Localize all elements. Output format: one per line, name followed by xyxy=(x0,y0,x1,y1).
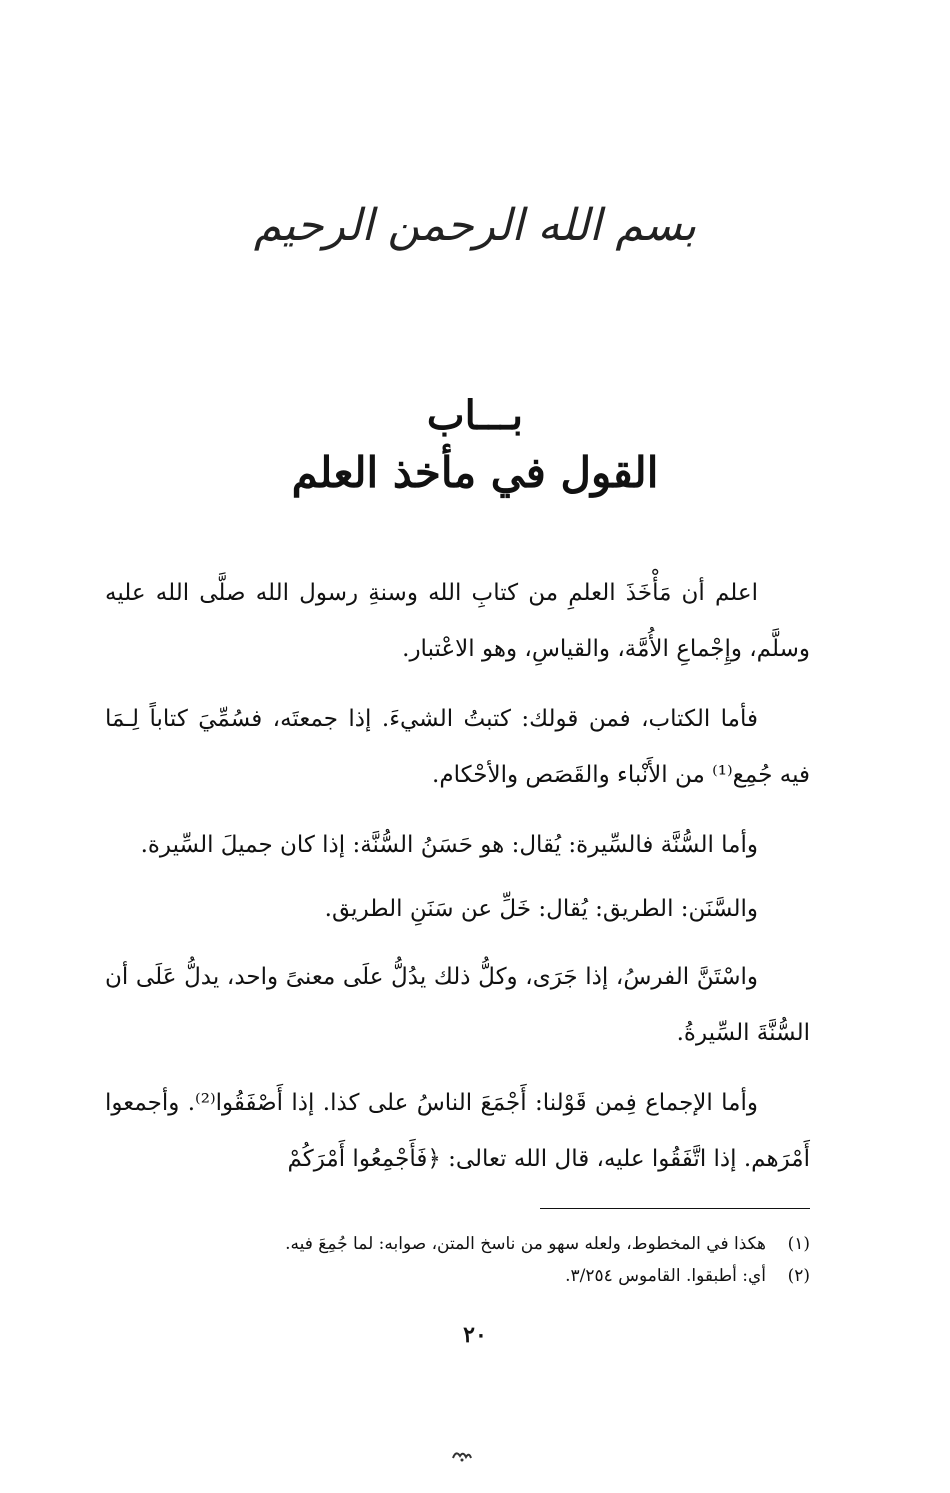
chapter-label: بـــاب xyxy=(426,392,524,439)
footnote xyxy=(105,1228,810,1260)
chapter-title: القول في مأخذ العلم xyxy=(291,448,659,497)
footnote-text: هكذا في المخطوط، ولعله سهو من ناسخ المتن، صوابه: لما جُمِعَ فيه. xyxy=(285,1234,766,1254)
paragraph: واسْتَنَّ الفرسُ، إذا جَرَى، وكلُّ ذلك يدُلُّ علَى معنىً واحد، يدلُّ عَلَى أن السُّنَّةَ السِّيرةُ. xyxy=(105,964,810,1046)
footnotes xyxy=(105,1228,810,1292)
paragraph: وأما الإجماع فِمن قَوْلنا: أَجْمَعَ الناسُ على كذا. إذا أَصْفَقُوا⁽²⁾. وأجمعوا أَمْرَهم. إذا اتَّفَقُوا عليه، قال الله تعالى: ﴿فَأَجْمِعُوا أَمْرَكُمْ xyxy=(105,1090,810,1172)
paragraph: وأما السُّنَّة فالسِّيرة: يُقال: هو حَسَنُ السُّنَّة: إذا كان جميلَ السِّيرة. xyxy=(140,832,758,858)
page-number: ٢٠ xyxy=(463,1322,487,1348)
footnote xyxy=(105,1260,810,1292)
paragraph: فأما الكتاب، فمن قولك: كتبتُ الشيءَ. إذا جمعتَه، فسُمِّيَ كتاباً لِـمَا فيه جُمِع⁽¹⁾ من الأَنْباء والقَصَص والأحْكام. xyxy=(105,706,810,788)
footnote-number: (١) xyxy=(787,1234,810,1254)
paragraph: اعلم أن مَأْخَذَ العلمِ من كتابِ الله وسنةِ رسول الله صلَّى الله عليه وسلَّم، وإِجْماعِ الأُمَّة، والقياسِ، وهو الاعْتبار. xyxy=(105,580,810,662)
paragraph: والسَّنَن: الطريق: يُقال: خَلِّ عن سَنَنِ الطريق. xyxy=(324,896,758,922)
footnote-divider xyxy=(540,1208,810,1209)
footnote-text: أي: أطبقوا. القاموس ٣/٢٥٤. xyxy=(565,1266,766,1286)
body-text xyxy=(105,565,810,1201)
basmala-calligraphy: بسم الله الرحمن الرحيم xyxy=(253,200,697,251)
footnote-number: (٢) xyxy=(787,1266,810,1286)
ornament-icon xyxy=(450,1448,474,1462)
